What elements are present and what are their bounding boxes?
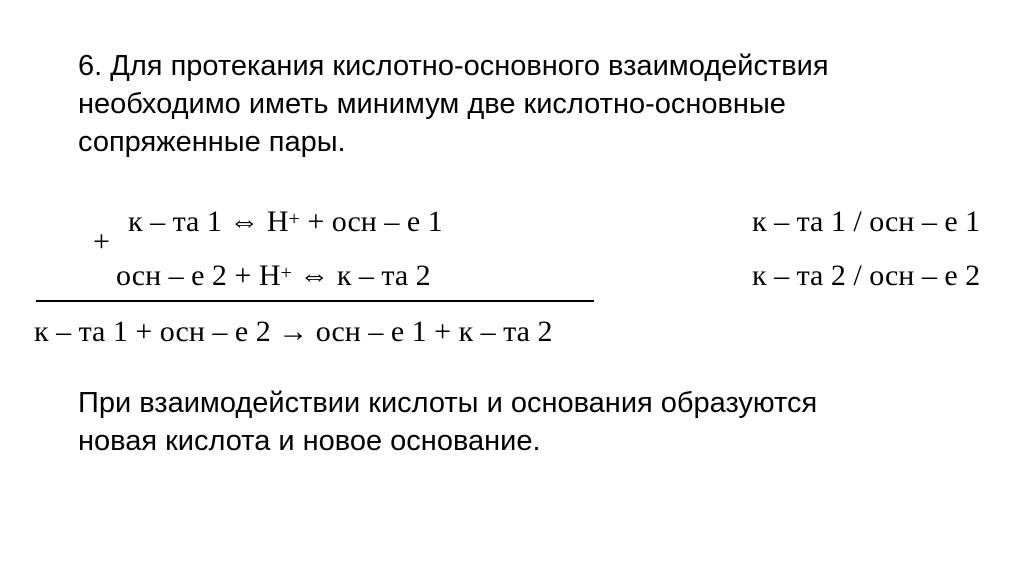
conclusion-line-1: При взаимодействии кислоты и основания образуются — [78, 387, 818, 419]
equation-2-right: ⇔ к – та 2 — [291, 259, 431, 292]
summation-line — [36, 300, 594, 302]
intro-line-2: необходимо иметь минимум две кислотно-основные — [78, 88, 786, 120]
conclusion-paragraph — [78, 384, 817, 460]
equation-1-left: к – та 1 ⇔ H — [128, 205, 289, 238]
equation-base-protonation — [116, 259, 431, 296]
equation-sum-plus: + — [93, 225, 110, 258]
equation-1-right: + осн – е 1 — [299, 205, 443, 238]
intro-line-1: 6. Для протекания кислотно-основного взаимодействия — [78, 50, 829, 82]
equation-acid-dissociation — [128, 205, 443, 242]
intro-paragraph — [78, 47, 829, 161]
conjugate-pair-2: к – та 2 / осн – е 2 — [752, 259, 981, 292]
intro-line-3: сопряженные пары. — [78, 126, 346, 158]
equation-overall-reaction: к – та 1 + осн – е 2 → осн – е 1 + к – та 2 — [34, 315, 553, 348]
equation-2-left: осн – е 2 + H — [116, 259, 281, 292]
proton-charge-2: + — [280, 262, 292, 284]
conclusion-line-2: новая кислота и новое основание. — [78, 425, 541, 457]
conjugate-pair-1: к – та 1 / осн – е 1 — [752, 205, 981, 238]
proton-charge-1: + — [288, 208, 300, 230]
